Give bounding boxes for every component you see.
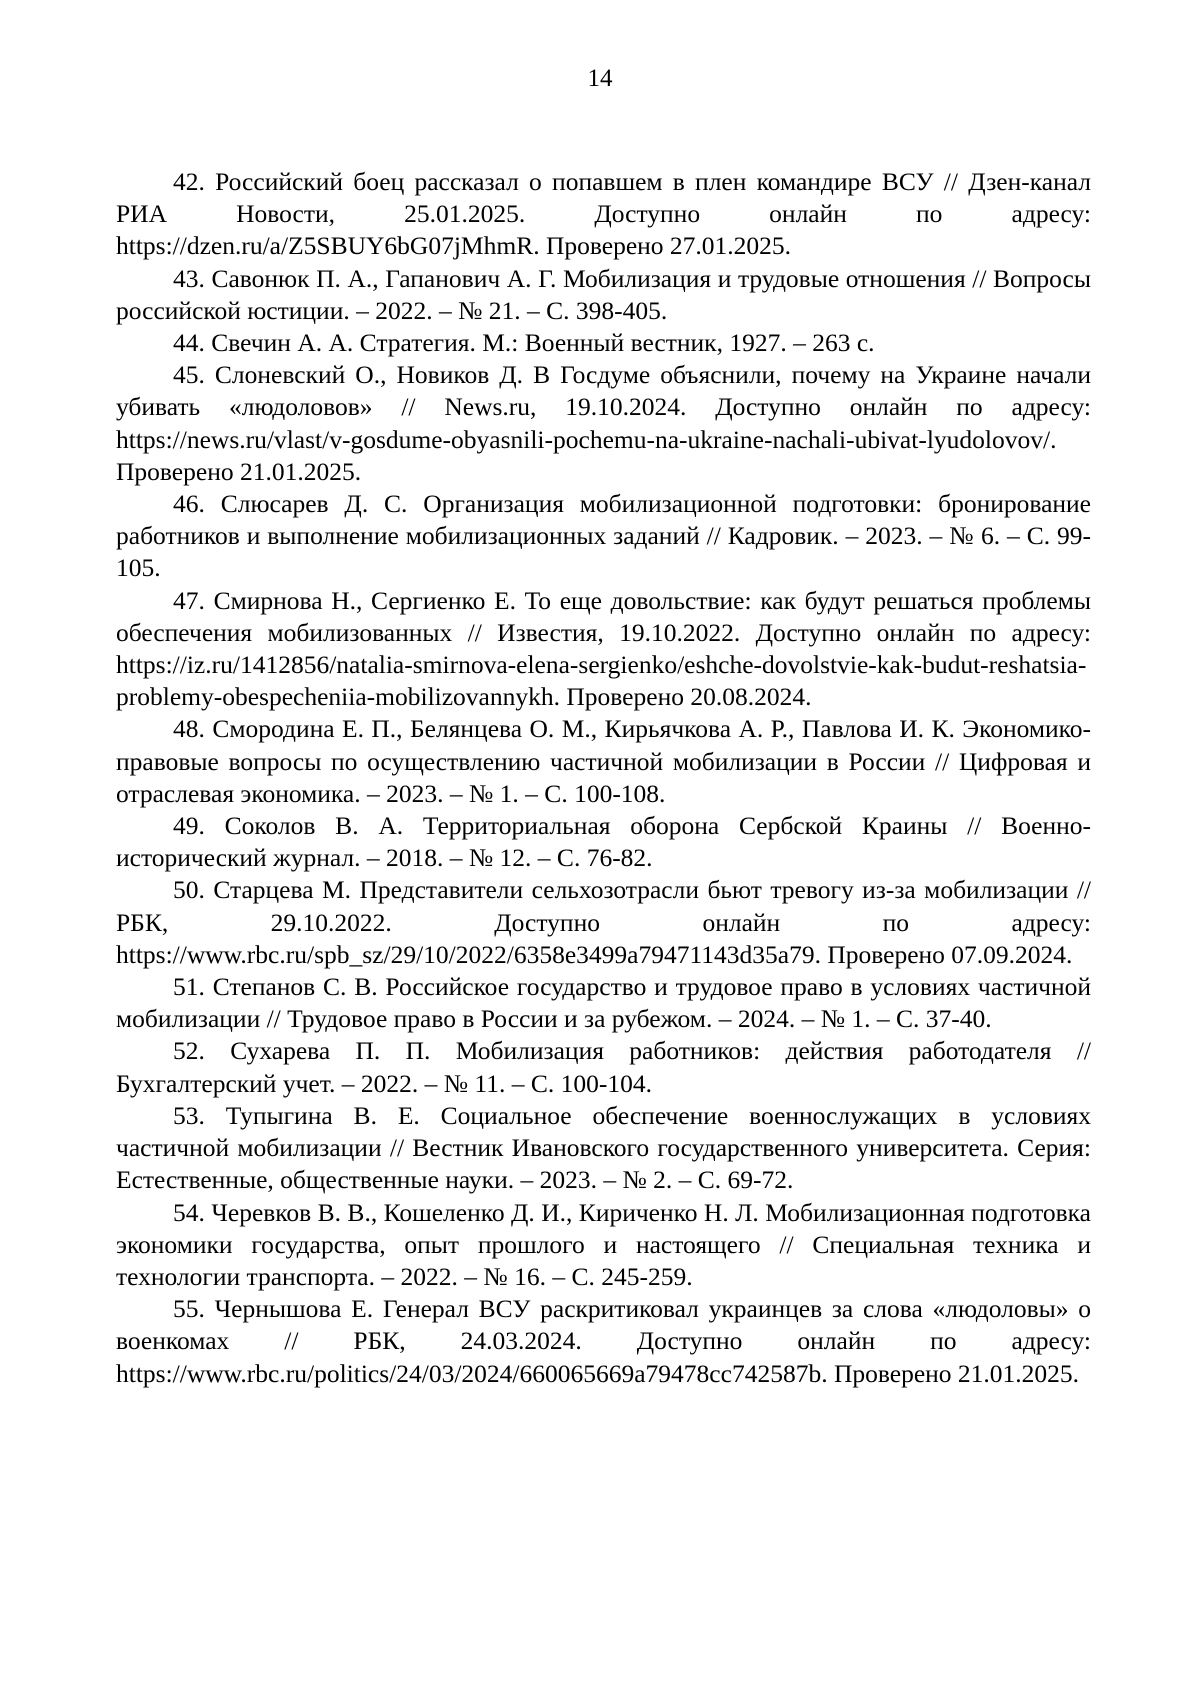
reference-number: 53. <box>173 1100 226 1130</box>
reference-number: 50. <box>173 875 214 905</box>
reference-number: 43. <box>173 263 212 293</box>
reference-text: Черевков В. В., Кошеленко Д. И., Кириченко Н. Л. Мобилизационная подготовка экономики государства, опыт прошлого и настоящего // Специальная техника и технологии транспорта. – 2022. – № 16. – С. 245-259. <box>116 1197 1092 1291</box>
reference-item <box>116 585 1091 714</box>
page-number: 14 <box>587 65 613 92</box>
reference-text: Слоневский О., Новиков Д. В Госдуме объяснили, почему на Украине начали убивать «людоловов» // News.ru, 19.10.2024. Доступно онлайн по адресу: https://news.ru/vlast/v-gosdume-obyasnili-pochemu-na-ukraine-nachali-ubivat-lyudolovov/. Проверено 21.01.2025. <box>116 360 1091 486</box>
reference-text: Тупыгина В. Е. Социальное обеспечение военнослужащих в условиях частичной мобилизации // Вестник Ивановского государственного университета. Серия: Естественные, общественные науки. – 2023. – № 2. – С. 69-72. <box>116 1100 1092 1195</box>
reference-item <box>116 327 1091 359</box>
reference-number: 48. <box>173 714 213 744</box>
reference-item <box>116 1100 1091 1197</box>
reference-text: Слюсарев Д. С. Организация мобилизационной подготовки: бронирование работников и выполнение мобилизационных заданий // Кадровик. – 2023. – № 6. – С. 99-105. <box>116 489 1091 583</box>
reference-item <box>116 1293 1091 1390</box>
reference-text: Смородина Е. П., Белянцева О. М., Кирьячкова А. Р., Павлова И. К. Экономико-правовые вопросы по осуществлению частичной мобилизации в России // Цифровая и отраслевая экономика. – 2023. – № 1. – С. 100-108. <box>116 714 1091 808</box>
reference-number: 47. <box>173 585 214 615</box>
reference-text: Российский боец рассказал о попавшем в плен командире ВСУ // Дзен-канал РИА Новости, 25.01.2025. Доступно онлайн по адресу: https://dzen.ru/a/Z5SBUY6bG07jMhmR. Проверено 27.01.2025. <box>116 167 1091 261</box>
reference-number: 45. <box>173 360 215 390</box>
reference-item <box>116 488 1091 585</box>
reference-number: 52. <box>173 1036 231 1066</box>
reference-number: 44. <box>173 328 212 358</box>
reference-text: Свечин А. А. Стратегия. М.: Военный вестник, 1927. – 263 с. <box>211 328 875 358</box>
reference-item <box>116 810 1091 874</box>
reference-text: Чернышова Е. Генерал ВСУ раскритиковал украинцев за слова «людоловы» о военкомах // РБК, 24.03.2024. Доступно онлайн по адресу: https://www.rbc.ru/politics/24/03/2024/660065669a79478cc742587b. Проверено 21.01.2025. <box>116 1294 1092 1388</box>
reference-number: 42. <box>173 167 216 196</box>
reference-item <box>116 263 1091 327</box>
reference-item <box>116 1197 1091 1294</box>
reference-number: 51. <box>173 972 213 1002</box>
reference-text: Сухарева П. П. Мобилизация работников: действия работодателя // Бухгалтерский учет. – 2022. – № 11. – С. 100-104. <box>116 1036 1091 1098</box>
reference-item <box>116 166 1091 263</box>
reference-number: 55. <box>173 1294 215 1324</box>
reference-item <box>116 971 1091 1035</box>
reference-number: 49. <box>173 811 225 841</box>
reference-item <box>116 713 1091 810</box>
reference-number: 46. <box>173 489 221 519</box>
reference-text: Степанов С. В. Российское государство и трудовое право в условиях частичной мобилизации // Трудовое право в России и за рубежом. – 2024. – № 1. – С. 37-40. <box>116 972 1091 1034</box>
reference-text: Соколов В. А. Территориальная оборона Сербской Краины // Военно-исторический журнал. – 2018. – № 12. – С. 76-82. <box>116 811 1091 873</box>
reference-item <box>116 874 1091 971</box>
reference-item <box>116 359 1091 488</box>
reference-text: Старцева М. Представители сельхозотрасли бьют тревогу из-за мобилизации // РБК, 29.10.2022. Доступно онлайн по адресу: https://www.rbc.ru/spb_sz/29/10/2022/6358e3499a79471143d35a79. Проверено 07.09.2024. <box>116 875 1092 969</box>
reference-text: Смирнова Н., Сергиенко Е. То еще довольствие: как будут решаться проблемы обеспечения мобилизованных // Известия, 19.10.2022. Доступно онлайн по адресу: https://iz.ru/1412856/natalia-smirnova-elena-sergienko/eshche-dovolstvie-kak-budut-reshatsia-problemy-obespecheniia-mobilizovannykh. Проверено 20.08.2024. <box>116 585 1091 712</box>
reference-list <box>116 166 1091 1390</box>
reference-item <box>116 1035 1091 1099</box>
reference-number: 54. <box>173 1197 212 1227</box>
reference-text: Савонюк П. А., Гапанович А. Г. Мобилизация и трудовые отношения // Вопросы российской юстиции. – 2022. – № 21. – С. 398-405. <box>116 263 1092 325</box>
